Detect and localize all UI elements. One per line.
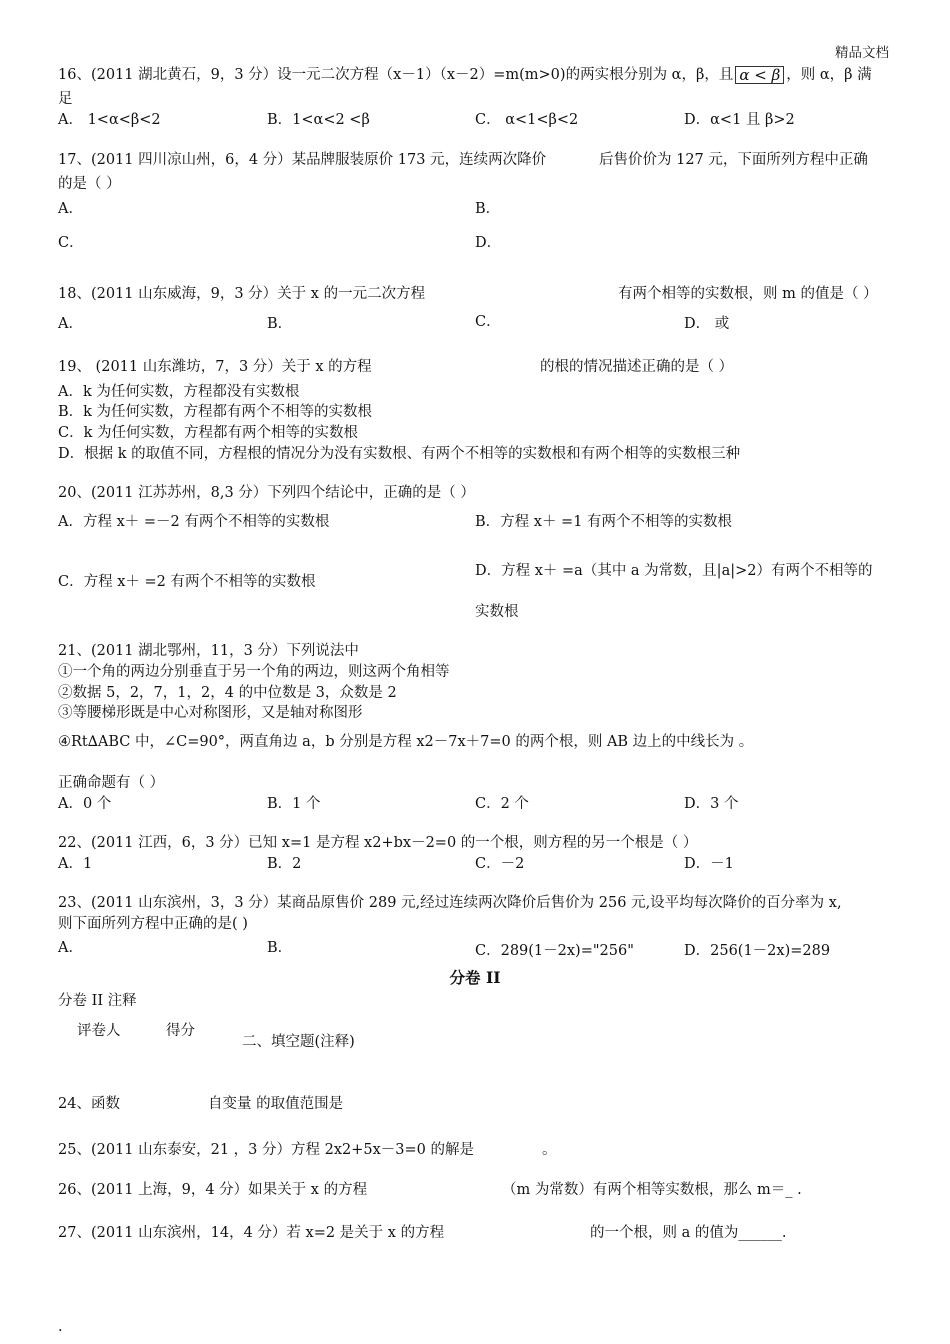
q16-stem: 16、(2011 湖北黄石，9，3 分）设一元二次方程（x－1）（x－2）=m(m>0)的两实根分别为 α，β，且 bbox=[58, 67, 734, 83]
q20-option-c: C．方程 x＋ =2 有两个不相等的实数根 bbox=[58, 574, 316, 590]
q17-option-a: A． bbox=[58, 201, 83, 217]
q21-statement-2: ②数据 5，2，7，1，2，4 的中位数是 3，众数是 2 bbox=[58, 685, 397, 701]
q16-option-d: D．α<1 且 β>2 bbox=[684, 112, 795, 128]
q19-option-d: D．根据 k 的取值不同，方程根的情况分为没有实数根、有两个不相等的实数根和有两个相等的实数根三种 bbox=[58, 446, 741, 462]
q17-option-d: D． bbox=[475, 235, 502, 251]
q17-option-c: C． bbox=[58, 235, 84, 251]
q23-option-a: A． bbox=[58, 940, 83, 956]
q25-stem: 25、(2011 山东泰安，21 ，3 分）方程 2x2+5x－3=0 的解是 bbox=[58, 1142, 475, 1158]
q25-stem-end: 。 bbox=[542, 1142, 557, 1158]
q18-stem-end: 有两个相等的实数根，则 m 的值是（ ） bbox=[618, 286, 878, 302]
q23-option-d: D．256(1－2x)=289 bbox=[684, 943, 831, 959]
section-title: 分卷 II bbox=[449, 968, 501, 987]
q16-stem-cont: 足 bbox=[58, 91, 73, 107]
q20-stem: 20、(2011 江苏苏州，8,3 分）下列四个结论中，正确的是（ ） bbox=[58, 485, 475, 501]
fill-in-heading: 二、填空题(注释) bbox=[242, 1034, 355, 1050]
q22-option-d: D．－1 bbox=[684, 856, 734, 872]
q18-stem: 18、(2011 山东威海，9，3 分）关于 x 的一元二次方程 bbox=[58, 286, 426, 302]
section-note: 分卷 II 注释 bbox=[58, 993, 137, 1009]
q16-stem-end: ，则 α，β 满 bbox=[786, 67, 872, 83]
q22-option-c: C．－2 bbox=[475, 856, 525, 872]
q27-stem-end: 的一个根，则 a 的值为______. bbox=[590, 1225, 787, 1241]
q22-option-b: B．2 bbox=[267, 856, 302, 872]
q16-option-c: C． α<1<β<2 bbox=[475, 112, 579, 128]
q19-option-a: A．k 为任何实数，方程都没有实数根 bbox=[58, 384, 300, 400]
q16-option-b: B．1<α<2 <β bbox=[267, 112, 370, 128]
q21-option-c: C．2 个 bbox=[475, 796, 529, 812]
q16-option-a: A． 1<α<β<2 bbox=[58, 112, 161, 128]
q18-option-c: C． bbox=[475, 314, 501, 330]
q24-stem-end: 自变量 的取值范围是 bbox=[208, 1096, 344, 1112]
q21-prompt: 正确命题有（ ） bbox=[58, 775, 165, 791]
q23-stem-cont: 则下面所列方程中正确的是( ) bbox=[58, 916, 248, 932]
question-16 bbox=[58, 66, 872, 84]
q21-statement-3: ③等腰梯形既是中心对称图形，又是轴对称图形 bbox=[58, 705, 363, 721]
q17-stem: 17、(2011 四川凉山州，6，4 分）某品牌服装原价 173 元，连续两次降价 bbox=[58, 152, 547, 168]
q21-statement-4: ④Rt∆ABC 中，∠C=90°，两直角边 a，b 分别是方程 x2－7x＋7=0 的两个根，则 AB 边上的中线长为 。 bbox=[58, 734, 754, 750]
q20-option-d: D．方程 x＋ =a（其中 a 为常数，且|a|>2）有两个不相等的 bbox=[475, 563, 873, 579]
page-header-label: 精品文档 bbox=[835, 45, 889, 61]
footer-dot: . bbox=[58, 1319, 63, 1335]
q19-option-c: C．k 为任何实数，方程都有两个相等的实数根 bbox=[58, 425, 358, 441]
q23-option-c: C．289(1－2x)="256" bbox=[475, 943, 634, 959]
score-label: 得分 bbox=[166, 1023, 195, 1039]
grader-label: 评卷人 bbox=[77, 1023, 121, 1039]
q26-stem-end: （m 为常数）有两个相等实数根，那么 m＝_ . bbox=[502, 1182, 802, 1198]
q20-option-d-cont: 实数根 bbox=[475, 604, 519, 620]
q23-option-b: B． bbox=[267, 940, 293, 956]
q19-option-b: B．k 为任何实数，方程都有两个不相等的实数根 bbox=[58, 404, 373, 420]
q23-stem: 23、(2011 山东滨州，3，3 分）某商品原售价 289 元,经过连续两次降价后售价为 256 元,设平均每次降价的百分率为 x, bbox=[58, 895, 842, 911]
q19-stem-end: 的根的情况描述正确的是（ ） bbox=[540, 359, 734, 375]
q24-stem: 24、函数 bbox=[58, 1096, 120, 1112]
q22-stem: 22、(2011 江西，6，3 分）已知 x=1 是方程 x2+bx－2=0 的一个根，则方程的另一个根是（ ） bbox=[58, 835, 698, 851]
q20-option-b: B．方程 x＋ =1 有两个不相等的实数根 bbox=[475, 514, 733, 530]
q21-stem: 21、(2011 湖北鄂州，11，3 分）下列说法中 bbox=[58, 643, 359, 659]
q21-option-b: B．1 个 bbox=[267, 796, 321, 812]
q21-option-d: D．3 个 bbox=[684, 796, 739, 812]
q20-option-a: A．方程 x＋ =－2 有两个不相等的实数根 bbox=[58, 514, 330, 530]
q19-stem: 19、 (2011 山东潍坊，7，3 分）关于 x 的方程 bbox=[58, 359, 372, 375]
q18-option-a: A． bbox=[58, 316, 83, 332]
q27-stem: 27、(2011 山东滨州，14，4 分）若 x=2 是关于 x 的方程 bbox=[58, 1225, 445, 1241]
q26-stem: 26、(2011 上海，9，4 分）如果关于 x 的方程 bbox=[58, 1182, 368, 1198]
q17-stem-cont: 的是（ ） bbox=[58, 176, 121, 192]
q21-statement-1: ①一个角的两边分别垂直于另一个角的两边，则这两个角相等 bbox=[58, 664, 450, 680]
q17-stem-end: 后售价价为 127 元，下面所列方程中正确 bbox=[599, 152, 868, 168]
q17-option-b: B． bbox=[475, 201, 501, 217]
q18-option-b: B． bbox=[267, 316, 293, 332]
q16-condition-box: α < β bbox=[735, 66, 784, 84]
q18-option-d: D． 或 bbox=[684, 316, 730, 332]
q21-option-a: A．0 个 bbox=[58, 796, 112, 812]
q22-option-a: A．1 bbox=[58, 856, 93, 872]
